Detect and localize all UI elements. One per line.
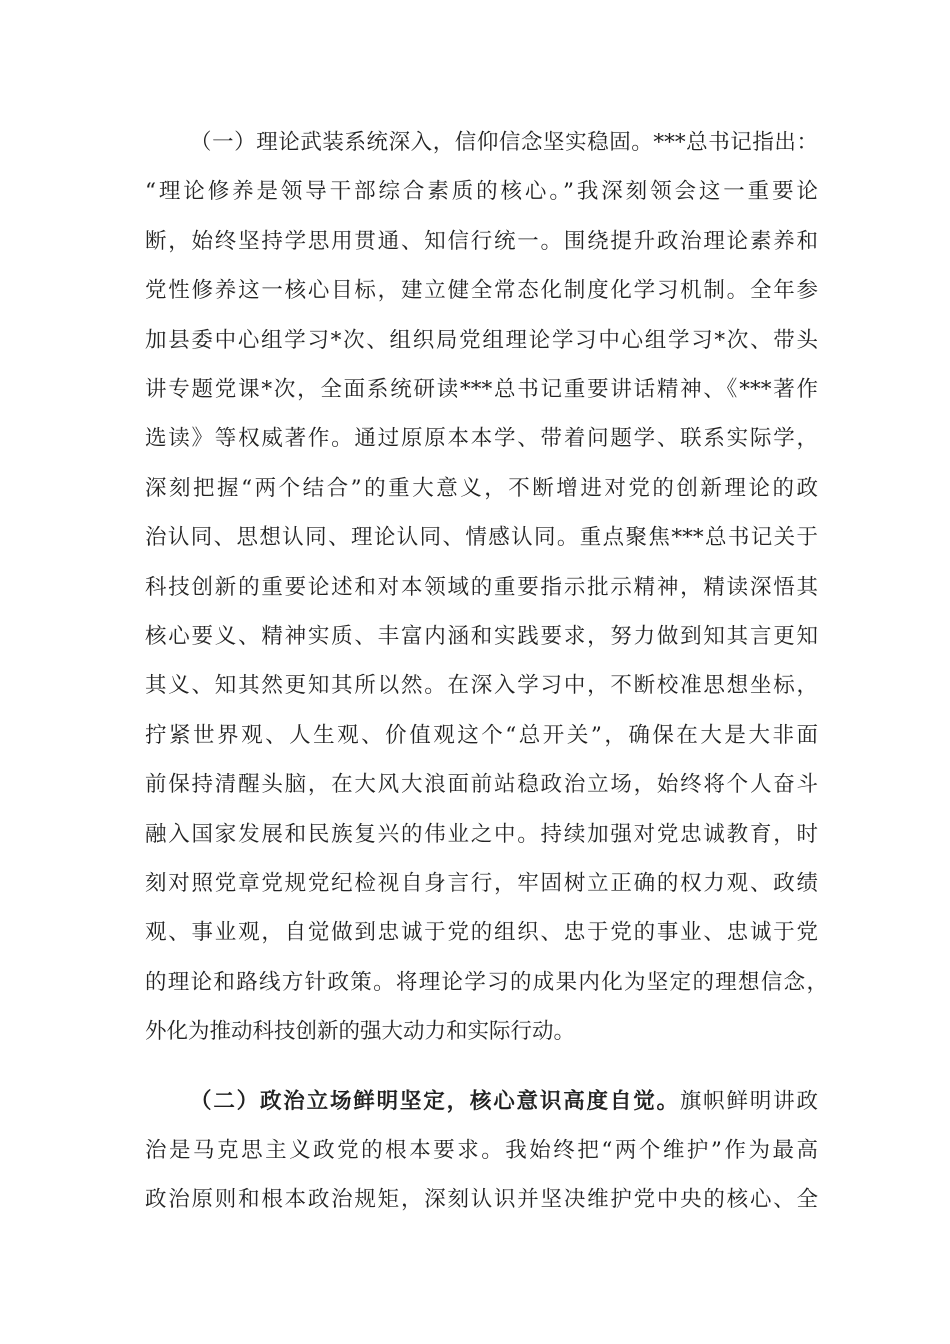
paragraph-1-line: 外化为推动科技创新的强大动力和实际行动。 — [145, 1019, 576, 1045]
section-heading: （二）政治立场鲜明坚定，核心意识高度自觉。 — [190, 1089, 680, 1114]
paragraph-1-line: 的理论和路线方针政策。将理论学习的成果内化为坚定的理想信念， — [145, 969, 828, 995]
paragraph-1-line: 讲专题党课*次，全面系统研读***总书记重要讲话精神、《***著作 — [145, 377, 818, 402]
body-text: 旗帜鲜明讲政 — [679, 1089, 818, 1114]
paragraph-1-line: 观、事业观，自觉做到忠诚于党的组织、忠于党的事业、忠诚于党 — [145, 920, 818, 946]
paragraph-1-line: “理论修养是领导干部综合素质的核心。”我深刻领会这一重要论 — [145, 179, 818, 205]
paragraph-1-line: 拧紧世界观、人生观、价值观这个“总开关”，确保在大是大非面 — [145, 722, 818, 748]
paragraph-1-line: 前保持清醒头脑，在大风大浪面前站稳政治立场，始终将个人奋斗 — [145, 772, 818, 798]
paragraph-1-line: 党性修养这一核心目标，建立健全常态化制度化学习机制。全年参 — [145, 278, 818, 304]
paragraph-2-line: 政治原则和根本政治规矩，深刻认识并坚决维护党中央的核心、全 — [145, 1187, 818, 1212]
paragraph-1-line: 加县委中心组学习*次、组织局党组理论学习中心组学习*次、带头 — [145, 327, 818, 353]
paragraph-1-line: 核心要义、精神实质、丰富内涵和实践要求，努力做到知其言更知 — [145, 624, 818, 649]
paragraph-2-line: 治是马克思主义政党的根本要求。我始终把“两个维护”作为最高 — [145, 1138, 818, 1163]
paragraph-1-line: 治认同、思想认同、理论认同、情感认同。重点聚焦***总书记关于 — [145, 525, 818, 551]
paragraph-1-line: （一）理论武装系统深入，信仰信念坚实稳固。***总书记指出： — [190, 130, 818, 155]
paragraph-1-line: 选读》等权威著作。通过原原本本学、带着问题学、联系实际学， — [145, 426, 818, 452]
paragraph-1-line: 其义、知其然更知其所以然。在深入学习中，不断校准思想坐标， — [145, 673, 818, 699]
paragraph-1-line: 刻对照党章党规党纪检视自身言行，牢固树立正确的权力观、政绩 — [145, 871, 818, 896]
paragraph-1-line: 融入国家发展和民族复兴的伟业之中。持续加强对党忠诚教育，时 — [145, 821, 818, 847]
paragraph-2-line — [190, 1087, 818, 1117]
paragraph-1-line: 深刻把握“两个结合”的重大意义，不断增进对党的创新理论的政 — [145, 475, 818, 501]
paragraph-1-line: 断，始终坚持学思用贯通、知信行统一。围绕提升政治理论素养和 — [145, 228, 818, 254]
paragraph-1-line: 科技创新的重要论述和对本领域的重要指示批示精神，精读深悟其 — [145, 574, 818, 600]
